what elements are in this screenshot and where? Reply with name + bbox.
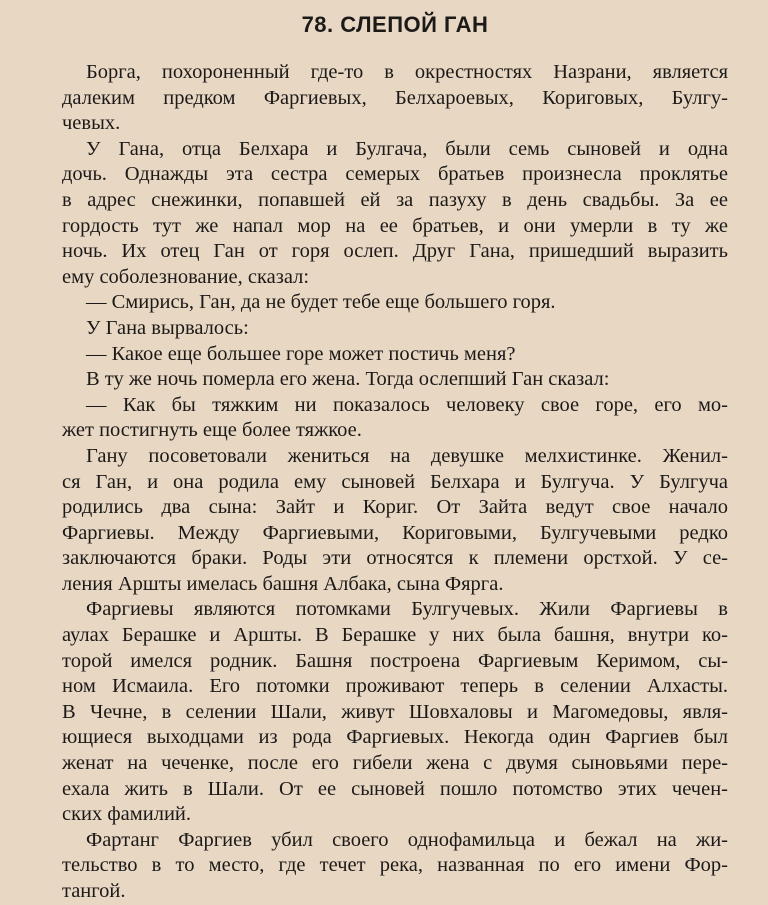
text-line: У Гана вырвалось: (86, 316, 249, 339)
text-line: ющиеся выходцами из рода Фаргиевых. Некогда один Фаргиев был (62, 726, 728, 749)
text-line: В Чечне, в селении Шали, живут Шовхаловы и Магомедовы, явля- (62, 700, 728, 723)
text-line: женат на чеченке, после его гибели жена с двумя сыновьями пере- (62, 752, 728, 775)
text-line: в адрес снежинки, попавшей ей за пазуху в день свадьбы. За ее (62, 188, 728, 211)
text-line: ехала жить в Шали. От ее сыновей пошло потомство этих чечен- (62, 777, 728, 800)
text-line: гордость тут же напал мор на ее братьев, и они умерли в ту же (62, 214, 728, 237)
text-line: — Смирись, Ган, да не будет тебе еще большего горя. (86, 291, 556, 314)
text-line: — Какое еще большее горе может постичь меня? (86, 342, 516, 365)
document-body (62, 60, 728, 905)
text-line: тангой. (62, 880, 126, 902)
text-line: Фаргиевы являются потомками Булгучевых. Жили Фаргиевы в (86, 598, 728, 621)
text-line: аулах Берашке и Аршты. В Берашке у них была башня, внутри ко- (62, 624, 728, 647)
text-line: жет постигнуть еще более тяжкое. (62, 419, 362, 442)
text-line: торой имелся родник. Башня построена Фаргиевым Керимом, сы- (62, 649, 728, 672)
text-line: ских фамилий. (62, 803, 192, 826)
page-title: 78. СЛЕПОЙ ГАН (301, 12, 489, 37)
text-line: Борга, похороненный где-то в окрестностях Назрани, является (86, 61, 728, 83)
text-line: В ту же ночь померла его жена. Тогда ослепший Ган сказал: (86, 368, 610, 391)
text-line: родились два сына: Зайт и Кориг. От Зайта ведут свое начало (62, 496, 728, 519)
text-line: далеким предком Фаргиевых, Белхароевых, Кориговых, Булгу- (62, 86, 728, 109)
text-line: ночь. Их отец Ган от горя ослеп. Друг Гана, пришедший выразить (62, 240, 728, 263)
text-line: Гану посоветовали жениться на девушке мелхистинке. Женил- (86, 444, 728, 467)
text-line: ления Аршты имелась башня Албака, сына Фярга. (62, 572, 504, 595)
text-line: — Как бы тяжким ни показалось человеку свое горе, его мо- (86, 393, 728, 416)
text-line: тельство в то место, где течет река, названная по его имени Фор- (62, 854, 728, 877)
text-line: чевых. (62, 112, 121, 135)
text-line: Фартанг Фаргиев убил своего однофамильца и бежал на жи- (86, 828, 728, 851)
text-line: дочь. Однажды эта сестра семерых братьев произнесла проклятье (62, 163, 728, 186)
text-line: ся Ган, и она родила ему сыновей Белхара и Булгуча. У Булгуча (62, 470, 728, 493)
text-line: ему соболезнование, сказал: (62, 265, 310, 288)
text-line: заключаются браки. Роды эти относятся к племени орстхой. У се- (62, 547, 728, 570)
text-line: Фаргиевы. Между Фаргиевыми, Кориговыми, Булгучевыми редко (62, 521, 728, 544)
text-line: ном Исмаила. Его потомки проживают теперь в селении Алхасты. (62, 675, 728, 698)
text-line: У Гана, отца Белхара и Булгача, были семь сыновей и одна (86, 137, 728, 160)
